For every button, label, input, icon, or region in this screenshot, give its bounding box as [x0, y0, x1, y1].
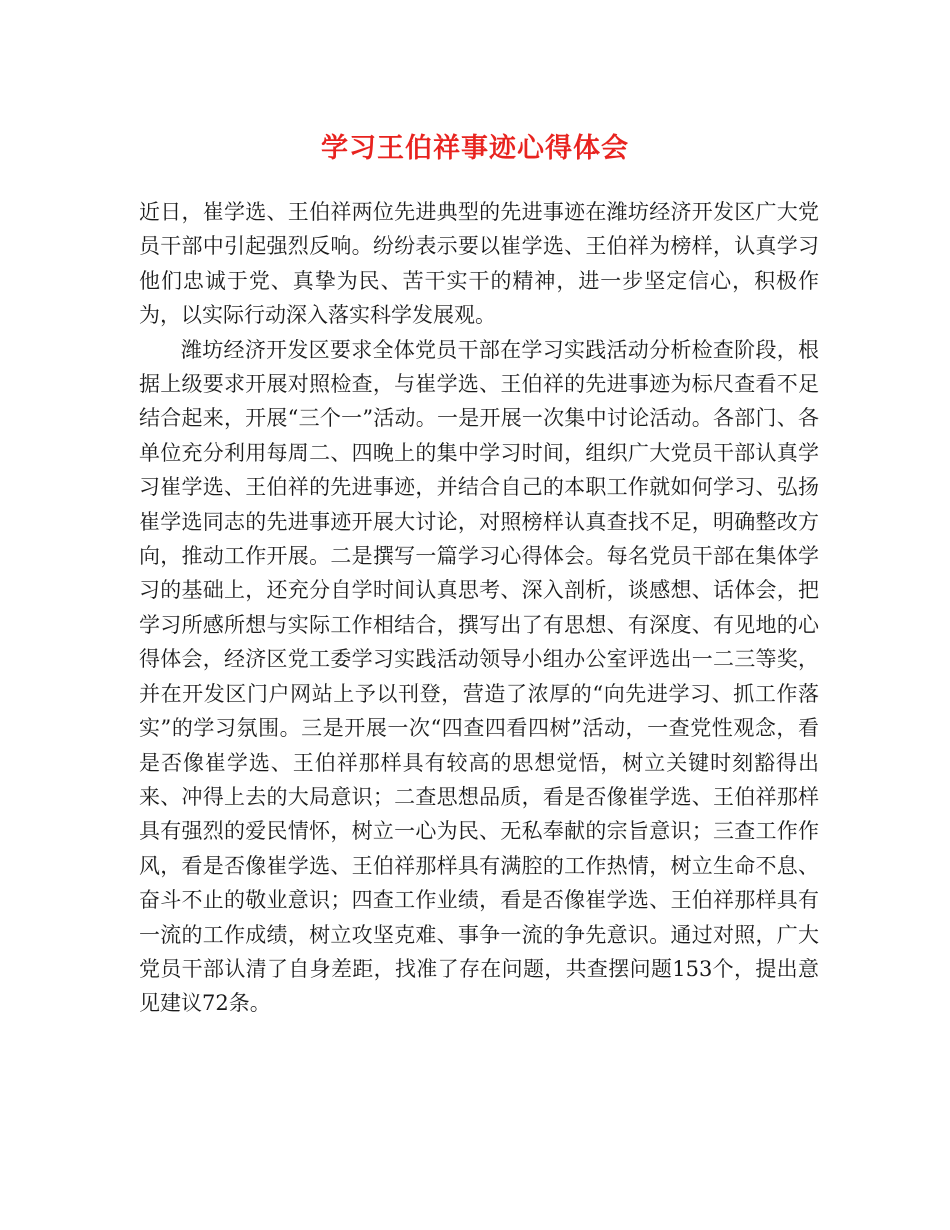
- paragraph-activities: 潍坊经济开发区要求全体党员干部在学习实践活动分析检查阶段，根据上级要求开展对照检查，与崔学选、王伯祥的先进事迹为标尺查看不足结合起来，开展“三个一”活动。一是开展一次集中讨论活动。各部门、各单位充分利用每周二、四晚上的集中学习时间，组织广大党员干部认真学习崔学选、王伯祥的先进事迹，并结合自己的本职工作就如何学习、弘扬崔学选同志的先进事迹开展大讨论，对照榜样认真查找不足，明确整改方向，推动工作开展。二是撰写一篇学习心得体会。每名党员干部在集体学习的基础上，还充分自学时间认真思考、深入剖析，谈感想、话体会，把学习所感所想与实际工作相结合，撰写出了有思想、有深度、有见地的心得体会，经济区党工委学习实践活动领导小组办公室评选出一二三等奖，并在开发区门户网站上予以刊登，营造了浓厚的“向先进学习、抓工作落实”的学习氛围。三是开展一次“四查四看四树”活动，一查党性观念，看是否像崔学选、王伯祥那样具有较高的思想觉悟，树立关键时刻豁得出来、冲得上去的大局意识；二查思想品质，看是否像崔学选、王伯祥那样具有强烈的爱民情怀，树立一心为民、无私奉献的宗旨意识；三查工作作风，看是否像崔学选、王伯祥那样具有满腔的工作热情，树立生命不息、奋斗不止的敬业意识；四查工作业绩，看是否像崔学选、王伯祥那样具有一流的工作成绩，树立攻坚克难、事争一流的争先意识。通过对照，广大党员干部认清了自身差距，找准了存在问题，共查摆问题153个，提出意见建议72条。: [139, 337, 819, 1016]
- document-title: 学习王伯祥事迹心得体会: [321, 133, 629, 164]
- paragraph-intro: 近日，崔学选、王伯祥两位先进典型的先进事迹在潍坊经济开发区广大党员干部中引起强烈反响。纷纷表示要以崔学选、王伯祥为榜样，认真学习他们忠诚于党、真挚为民、苦干实干的精神，进一步坚定信心，积极作为，以实际行动深入落实科学发展观。: [139, 200, 819, 328]
- document-body: [139, 195, 819, 1021]
